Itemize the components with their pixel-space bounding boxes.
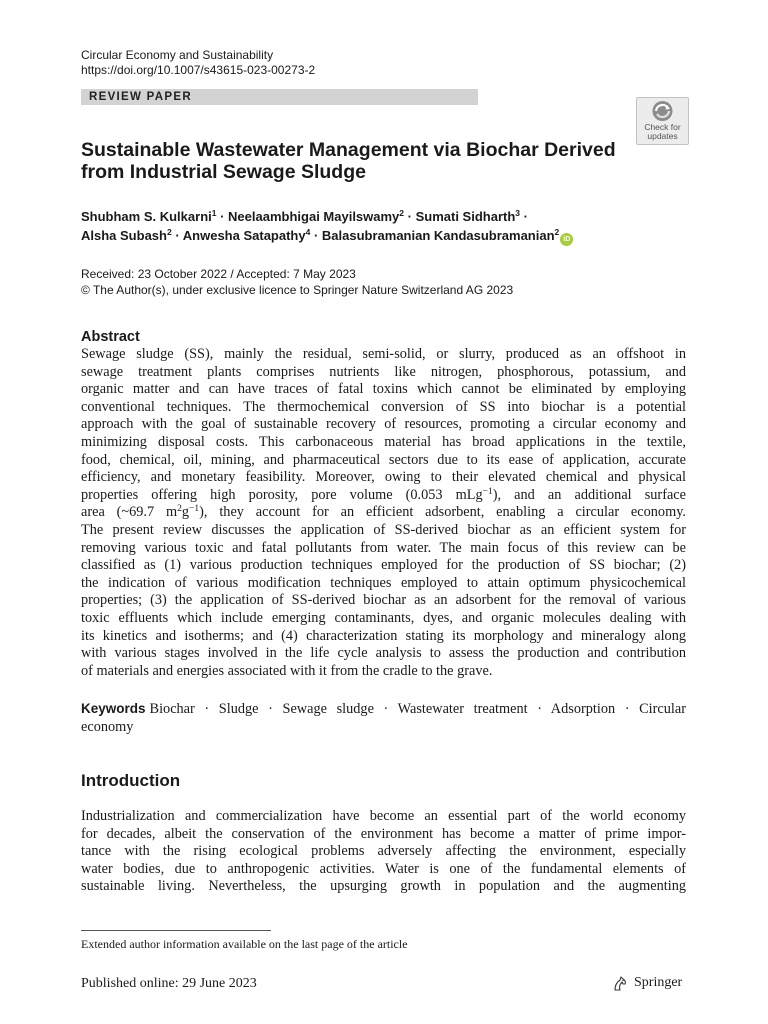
keywords-list: Biochar · Sludge · Sewage sludge · Wastewater treatment · Adsorption · Circular (149, 701, 686, 717)
affiliation-marker: 3 (515, 208, 521, 218)
intro-line: Industrialization and commercialization have become an essential part of the world economy (81, 808, 686, 824)
abstract-heading: Abstract (81, 329, 140, 345)
footnote-divider (81, 930, 271, 931)
text-run: g (181, 504, 190, 521)
journal-name: Circular Economy and Sustainability (81, 48, 274, 62)
doi-link[interactable]: https://doi.org/10.1007/s43615-023-00273-2 (81, 63, 316, 77)
affiliation-marker: 2 (166, 227, 172, 237)
author-separator: · (216, 209, 229, 224)
intro-line: water bodies, due to anthropogenic activities. Water is one of the fundamental elements of (81, 860, 686, 877)
abstract-line: efficiency, and monetary feasibility. Moreover, owing to their elevated chemical and physical (81, 469, 686, 486)
text-run: ), they account for an efficient adsorbent, enabling a circular economy. (199, 504, 686, 521)
affiliation-marker: 4 (305, 227, 311, 237)
author-name[interactable]: Sumati Sidharth (415, 209, 516, 224)
abstract-line: approach with the goal of sustainable recovery of resources, promoting a circular economy and (81, 416, 686, 433)
keywords-label: Keywords (81, 701, 146, 716)
introduction-heading: Introduction (81, 771, 181, 790)
author-name[interactable]: Anwesha Satapathy (182, 228, 306, 243)
received-accepted-dates: Received: 23 October 2022 / Accepted: 7 May 2023 (81, 267, 356, 281)
abstract-line: toxic effluents which include emerging contaminants, dyes, and organic molecules dealing with (81, 609, 686, 626)
introduction-body (81, 808, 686, 896)
author-separator: · (171, 228, 183, 243)
abstract-line: the indication of various modification techniques employed to attain optimum physicochemical (81, 574, 686, 591)
abstract-line: The present review discusses the application of SS-derived biochar as an efficient system for (81, 521, 686, 538)
author-name[interactable]: Shubham S. Kulkarni (81, 209, 212, 224)
author-separator: · (404, 209, 416, 224)
abstract-line (81, 487, 686, 505)
author-name[interactable]: Balasubramanian Kandasubramanian (321, 228, 555, 243)
abstract-line: conventional techniques. The thermochemical conversion of SS into biochar is a potential (81, 398, 686, 415)
text-run: area (~69.7 m (81, 504, 178, 521)
abstract-line (81, 504, 686, 522)
title-line: Sustainable Wastewater Management via Biochar Derived (81, 139, 616, 161)
abstract-line: its kinetics and isotherms; and (4) characterization stating its morphology and mineralogy along (81, 627, 686, 644)
check-updates-icon (637, 98, 688, 122)
check-updates-label: Check for updates (644, 122, 681, 141)
author-list (81, 209, 528, 225)
article-type-label: REVIEW PAPER (89, 91, 192, 103)
footnote: Extended author information available on the last page of the article (81, 937, 408, 951)
superscript: −1 (482, 486, 493, 497)
abstract-line: classified as (1) various production techniques employed for the production of SS biochar; (2) (81, 557, 686, 574)
abstract-line: sewage treatment plants comprises nutrients like nitrogen, phosphorous, potassium, and (81, 363, 686, 380)
abstract-line: of materials and energies associated with it from the cradle to the grave. (81, 662, 493, 679)
intro-line: for decades, albeit the conservation of the environment has become a matter of prime impor- (81, 825, 686, 842)
affiliation-marker: 1 (211, 208, 217, 218)
author-name[interactable]: Neelaambhigai Mayilswamy (228, 209, 400, 224)
author-name[interactable]: Alsha Subash (81, 228, 167, 243)
text-run: ), and an additional surface (492, 486, 686, 503)
author-separator: · (310, 228, 322, 243)
article-type-band (81, 89, 478, 105)
intro-line: tance with the rising ecological problems adversely affecting the environment, especially (81, 843, 686, 860)
publisher-logo (612, 973, 682, 993)
paper-title (81, 139, 641, 183)
springer-horse-icon (612, 975, 629, 992)
abstract-line: minimizing disposal costs. This carbonaceous material has broad applications in the textile, (81, 433, 686, 450)
abstract-line: removing various toxic and fatal pollutants from water. The main focus of this review can be (81, 539, 686, 556)
keywords-line (81, 700, 686, 718)
check-for-updates-badge[interactable] (636, 97, 689, 145)
abstract-line: properties; (3) the application of SS-derived biochar as an adsorbent for the removal of various (81, 592, 686, 609)
publisher-name: Springer (634, 975, 683, 990)
superscript: 2 (177, 504, 182, 515)
affiliation-marker: 2 (554, 227, 560, 237)
published-online-date: Published online: 29 June 2023 (81, 976, 257, 991)
abstract-line: Sewage sludge (SS), mainly the residual, semi-solid, or slurry, produced as an offshoot in (81, 346, 686, 362)
text-run: properties offering high porosity, pore volume (0.053 mLg (81, 486, 483, 503)
author-list-continued (81, 228, 573, 246)
abstract-line: organic matter and can have traces of fatal toxins which cannot be eliminated by employing (81, 381, 686, 398)
affiliation-marker: 2 (399, 208, 405, 218)
superscript: −1 (189, 504, 200, 515)
keywords-line: economy (81, 719, 134, 735)
abstract-line: food, chemical, oil, mining, and pharmaceutical sectors due to its ease of application, accurate (81, 451, 686, 468)
title-line: from Industrial Sewage Sludge (81, 161, 366, 183)
copyright-notice: © The Author(s), under exclusive licence to Springer Nature Switzerland AG 2023 (81, 283, 514, 297)
abstract-line: with various stages involved in the life cycle analysis to assess the production and contribution (81, 645, 686, 662)
orcid-icon[interactable]: iD (560, 233, 573, 246)
intro-line: sustainable living. Nevertheless, the upsurging growth in population and the augmenting (81, 878, 686, 895)
keywords-block (81, 700, 686, 736)
author-separator: · (520, 209, 528, 224)
abstract-body (81, 346, 686, 680)
